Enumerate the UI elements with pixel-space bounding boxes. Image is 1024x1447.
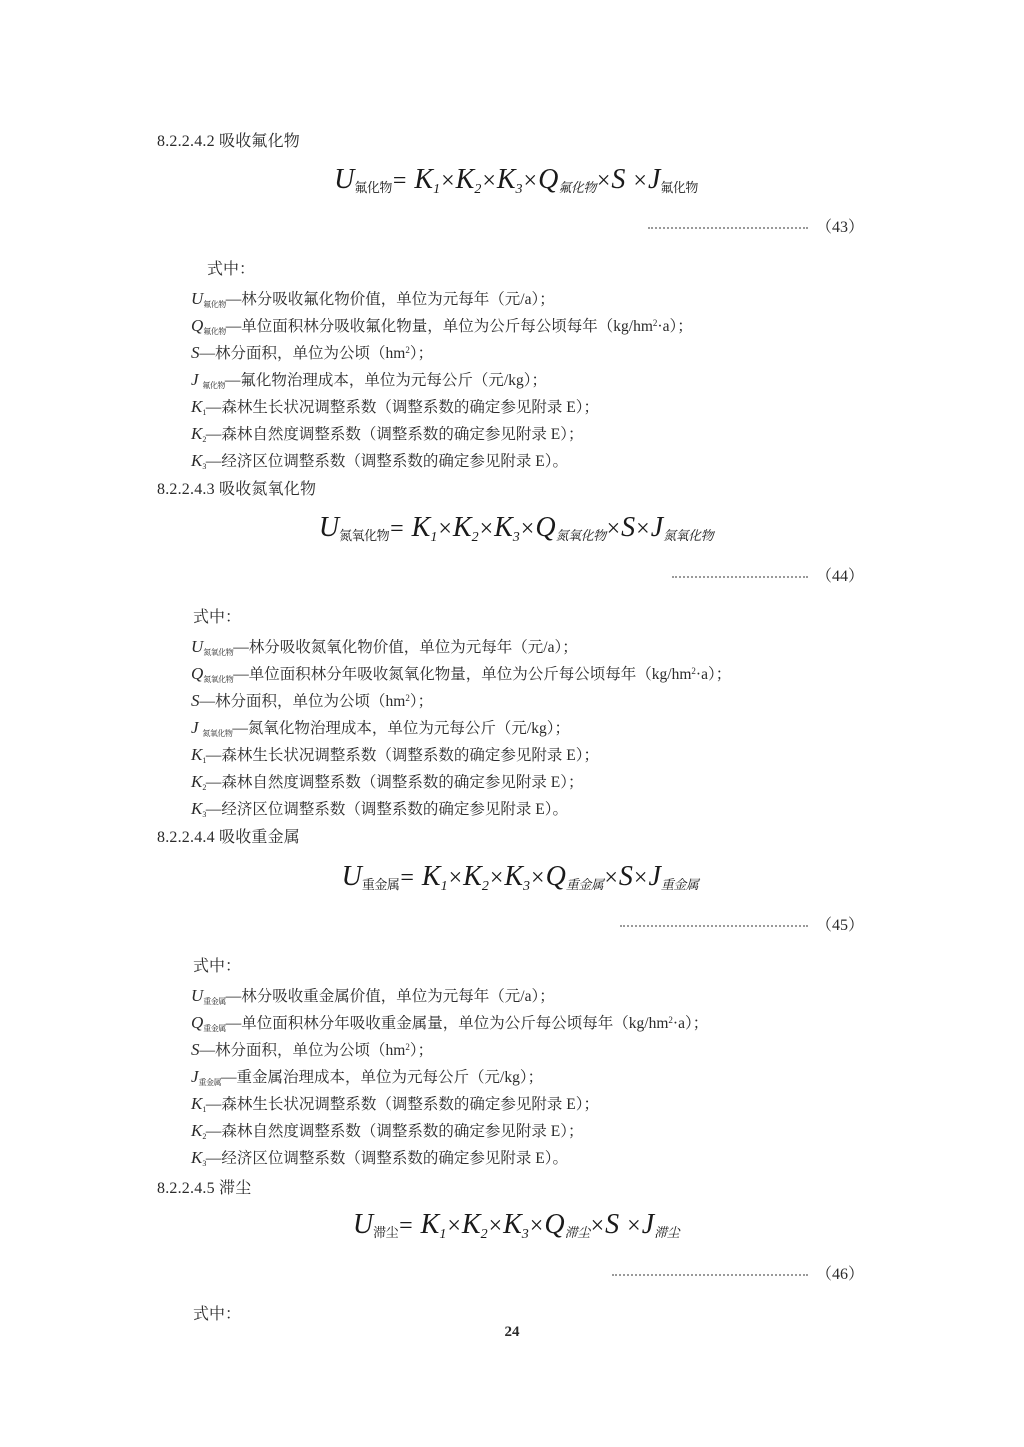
definition-item: K3—经济区位调整系数（调整系数的确定参见附录 E）。 (191, 1148, 568, 1168)
page-number: 24 (504, 1324, 520, 1340)
equation-number-row (612, 1261, 864, 1284)
dot-leader (648, 225, 808, 229)
equation-number-row (672, 563, 864, 586)
where-label: 式中： (193, 958, 242, 975)
equation-number: （44） (815, 568, 864, 585)
formula-lhs: $U_{氟化物}$ (334, 164, 392, 195)
dot-leader (612, 1272, 808, 1276)
definition-item: Q重金属—单位面积林分年吸收重金属量，单位为公斤每公顷每年$(kg/hm^2\cdot a)$； (191, 1013, 709, 1033)
definition-item: K1—森林生长状况调整系数（调整系数的确定参见附录 E）； (191, 1094, 599, 1114)
formula-lhs: $U_{重金属}$ (341, 861, 400, 892)
definition-item: S—林分面积，单位为公顷$(hm^2)$； (191, 691, 434, 710)
where-label: 式中： (193, 609, 242, 626)
formula-46: $U_{滞尘}= K1\times K2\times K3\times Q$滞尘×S ×J滞尘 (352, 1209, 680, 1242)
definition-item: U氟化物—林分吸收氟化物价值，单位为元每年（元/a）； (191, 289, 555, 309)
formula-44: $U_{氮氧化物}= K1\times K2\times K3\times Q$氮氧化物×S×J氮氧化物 (318, 512, 714, 545)
formula-lhs: $U_{氮氧化物}$ (318, 512, 390, 543)
definition-item: J重金属—重金属治理成本，单位为元每公斤（元/kg）； (191, 1067, 544, 1087)
section-heading: 8.2.2.4.5 滞尘 (157, 1180, 252, 1197)
definition-item: K2—森林自然度调整系数（调整系数的确定参见附录 E）； (191, 772, 584, 792)
where-label: 式中： (207, 261, 256, 278)
definition-item: K3—经济区位调整系数（调整系数的确定参见附录 E）。 (191, 451, 568, 471)
definition-item: S—林分面积，单位为公顷$(hm^2)$； (191, 343, 434, 362)
definition-item: Q氮氧化物—单位面积林分年吸收氮氧化物量，单位为公斤每公顷每年$(kg/hm^2\cdot a)$； (191, 664, 732, 684)
section-heading: 8.2.2.4.3 吸收氮氧化物 (157, 481, 317, 498)
equation-number: （43） (815, 219, 864, 236)
definition-item: K3—经济区位调整系数（调整系数的确定参见附录 E）。 (191, 799, 568, 819)
section-heading: 8.2.2.4.4 吸收重金属 (157, 829, 301, 846)
dot-leader (620, 923, 808, 927)
definition-item: K2—森林自然度调整系数（调整系数的确定参见附录 E）； (191, 424, 584, 444)
definition-item: K1—森林生长状况调整系数（调整系数的确定参见附录 E）； (191, 397, 599, 417)
equation-number-row (648, 214, 864, 237)
dot-leader (672, 574, 808, 578)
equation-number-row (620, 912, 864, 935)
definition-item: S—林分面积，单位为公顷$(hm^2)$； (191, 1040, 434, 1059)
definition-item: U重金属—林分吸收重金属价值，单位为元每年（元/a）； (191, 986, 555, 1006)
definition-item: U氮氧化物—林分吸收氮氧化物价值，单位为元每年（元/a）； (191, 637, 578, 657)
section-heading: 8.2.2.4.2 吸收氟化物 (157, 133, 301, 150)
definition-item: J 氮氧化物—氮氧化物治理成本，单位为元每公斤（元/kg）； (191, 718, 570, 738)
formula-43: $U_{氟化物}= K1\times K2\times K3\times Q$氟化物$\times S \times J_{氟化物}$ (334, 164, 698, 197)
definition-item: J 氟化物—氟化物治理成本，单位为元每公斤（元/kg）； (191, 370, 547, 390)
formula-45: $U_{重金属}= K1\times K2\times K3\times Q$重金属×S×J重金属 (341, 861, 699, 894)
equation-number: （46） (815, 1266, 864, 1283)
definition-item: Q氟化物—单位面积林分吸收氟化物量，单位为公斤每公顷每年$(kg/hm^2\cdot a)$； (191, 316, 693, 336)
equation-number: （45） (815, 917, 864, 934)
formula-lhs: $U_{滞尘}$ (352, 1209, 399, 1240)
definition-item: K1—森林生长状况调整系数（调整系数的确定参见附录 E）； (191, 745, 599, 765)
definition-item: K2—森林自然度调整系数（调整系数的确定参见附录 E）； (191, 1121, 584, 1141)
where-label: 式中： (193, 1306, 242, 1323)
